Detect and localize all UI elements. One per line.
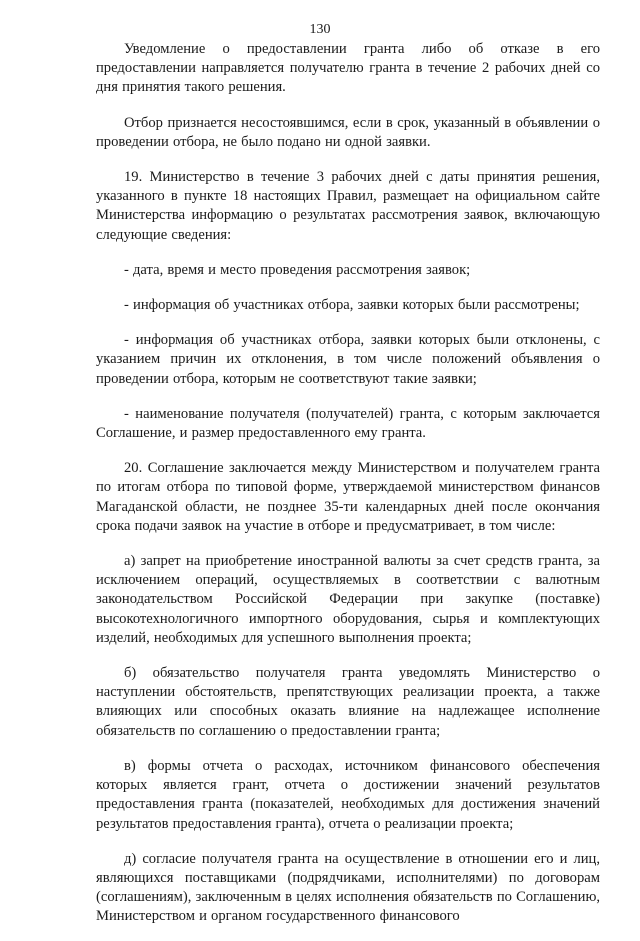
paragraph-grant-notification: Уведомление о предоставлении гранта либо об отказе в его предоставлении направляется получателю гранта в течение 2 рабочих дней со дня принятия такого решения. <box>96 41 600 96</box>
paragraph-clause-20: 20. Соглашение заключается между Министерством и получателем гранта по итогам отбора по типовой форме, утверждаемой министерством финансов Магаданской области, не позднее 35-ти календарных дней после окончания срока подачи заявок на участие в отборе и предусматривает, в том числе: <box>96 460 600 534</box>
subclause-b-notification-duty: б) обязательство получателя гранта уведомлять Министерство о наступлении обстоятельств, препятствующих реализации проекта, а также влияющих или способных оказать влияние на надлежащее исполнение обязательств по соглашению о предоставлении гранта; <box>96 665 600 739</box>
document-body <box>96 40 600 941</box>
paragraph-selection-failed: Отбор признается несостоявшимся, если в срок, указанный в объявлении о проведении отбора, не было подано ни одной заявки. <box>96 114 600 150</box>
paragraph-clause-19: 19. Министерство в течение 3 рабочих дней с даты принятия решения, указанного в пункте 18 настоящих Правил, размещает на официальном сайте Министерства информацию о результатах рассмотрения заявок, включающую следующие сведения: <box>96 169 600 243</box>
subclause-v-report-forms: в) формы отчета о расходах, источником финансового обеспечения которых является грант, отчета о достижении значений результатов предоставления гранта (показателей, необходимых для достижения значений результатов предоставления гранта), отчета о реализации проекта; <box>96 757 600 832</box>
list-item-review-date: - дата, время и место проведения рассмотрения заявок; <box>124 261 471 278</box>
subclause-a-currency-ban: а) запрет на приобретение иностранной валюты за счет средств гранта, за исключением операций, осуществляемых в соответствии с валютным законодательством Российской Федерации при закупке (поставке) высокотехнологичного импортного оборудования, сырья и комплектующих изделий, необходимых для успешного выполнения проекта; <box>96 553 600 646</box>
page-number: 130 <box>309 22 331 37</box>
subclause-d-consent: д) согласие получателя гранта на осуществление в отношении его и лиц, являющихся поставщиками (подрядчиками, исполнителями) по договорам (соглашениям), заключенным в целях исполнения обязательств по Соглашению, Министерством и органом государственного финансового <box>96 850 600 925</box>
list-item-reviewed-participants: - информация об участниках отбора, заявки которых были рассмотрены; <box>124 297 580 314</box>
list-item-grant-recipient: - наименование получателя (получателей) гранта, с которым заключается Соглашение, и размер предоставленного ему гранта. <box>96 405 600 442</box>
list-item-rejected-participants: - информация об участниках отбора, заявки которых были отклонены, с указанием причин их отклонения, в том числе положений объявления о проведении отбора, которым не соответствуют такие заявки; <box>96 332 600 387</box>
